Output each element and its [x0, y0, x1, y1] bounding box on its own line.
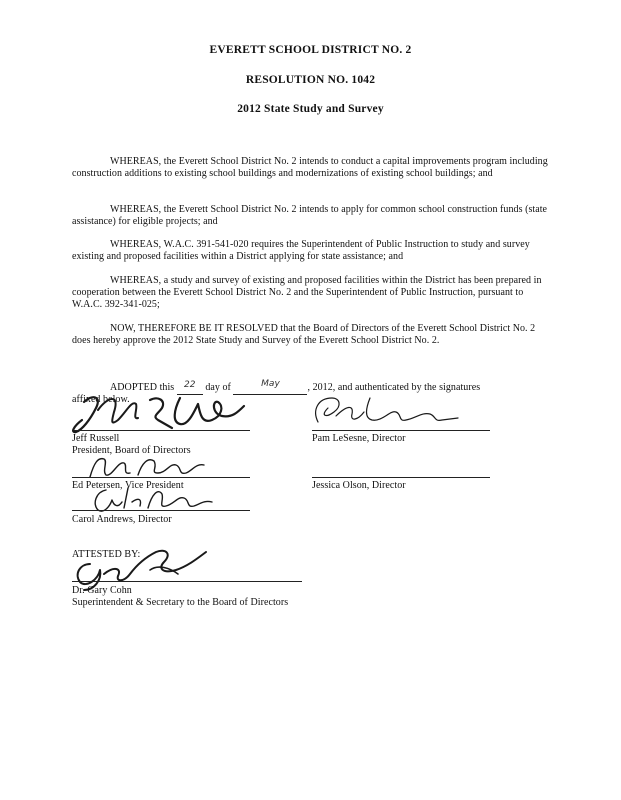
whereas-paragraph-3: WHEREAS, W.A.C. 391-541-020 requires the Superintendent of Public Instruction to study and survey existing and proposed facilities within a District applying for state assistance; and [72, 239, 530, 262]
adoption-line-2: affixed below. [72, 394, 130, 405]
signature-line-lesesne [312, 430, 490, 431]
russell-name: Jeff Russell [72, 433, 120, 444]
adoption-day: 22 [184, 380, 196, 390]
signature-line-olson [312, 477, 490, 478]
attested-by-label: ATTESTED BY: [72, 549, 141, 560]
whereas-paragraph-4: WHEREAS, a study and survey of existing and proposed facilities within the District has been prepared in cooperation between the Everett School District No. 2 and the Superintendent of Public Instruction, pursuant to W.A.C. 392-341-025; [72, 275, 542, 310]
district-title: EVERETT SCHOOL DISTRICT NO. 2 [209, 44, 412, 56]
olson-name: Jessica Olson, Director [312, 480, 406, 491]
adoption-day-of: day of [205, 382, 231, 393]
cohn-name: Dr. Gary Cohn [72, 585, 132, 596]
resolved-paragraph: NOW, THEREFORE BE IT RESOLVED that the Board of Directors of the Everett School District No. 2 does hereby approve the 2012 State Study and Survey of the Everett School District No. 2. [72, 323, 536, 346]
andrews-name: Carol Andrews, Director [72, 514, 172, 525]
russell-title: President, Board of Directors [72, 445, 191, 456]
resolution-number: RESOLUTION NO. 1042 [245, 74, 376, 86]
whereas-paragraph-1: WHEREAS, the Everett School District No. 2 intends to conduct a capital improvements program including construction additions to existing school buildings and modernizations of existing school buildings; and [72, 156, 548, 179]
petersen-name: Ed Petersen, Vice President [72, 480, 184, 491]
lesesne-name: Pam LeSesne, Director [312, 433, 406, 444]
adoption-suffix: , 2012, and authenticated by the signatures [307, 382, 481, 393]
whereas-paragraph-2: WHEREAS, the Everett School District No. 2 intends to apply for common school construction funds (state assistance) for eligible projects; and [72, 204, 548, 227]
adoption-month: May [261, 379, 280, 389]
signature-line-andrews [72, 510, 250, 511]
resolution-subject: 2012 State Study and Survey [237, 103, 384, 115]
adoption-prefix: ADOPTED this [110, 382, 175, 393]
signature-line-petersen [72, 477, 250, 478]
signature-lesesne [306, 392, 466, 432]
signature-line-cohn [72, 581, 302, 582]
signature-line-russell [72, 430, 250, 431]
cohn-title: Superintendent & Secretary to the Board of Directors [72, 597, 289, 608]
